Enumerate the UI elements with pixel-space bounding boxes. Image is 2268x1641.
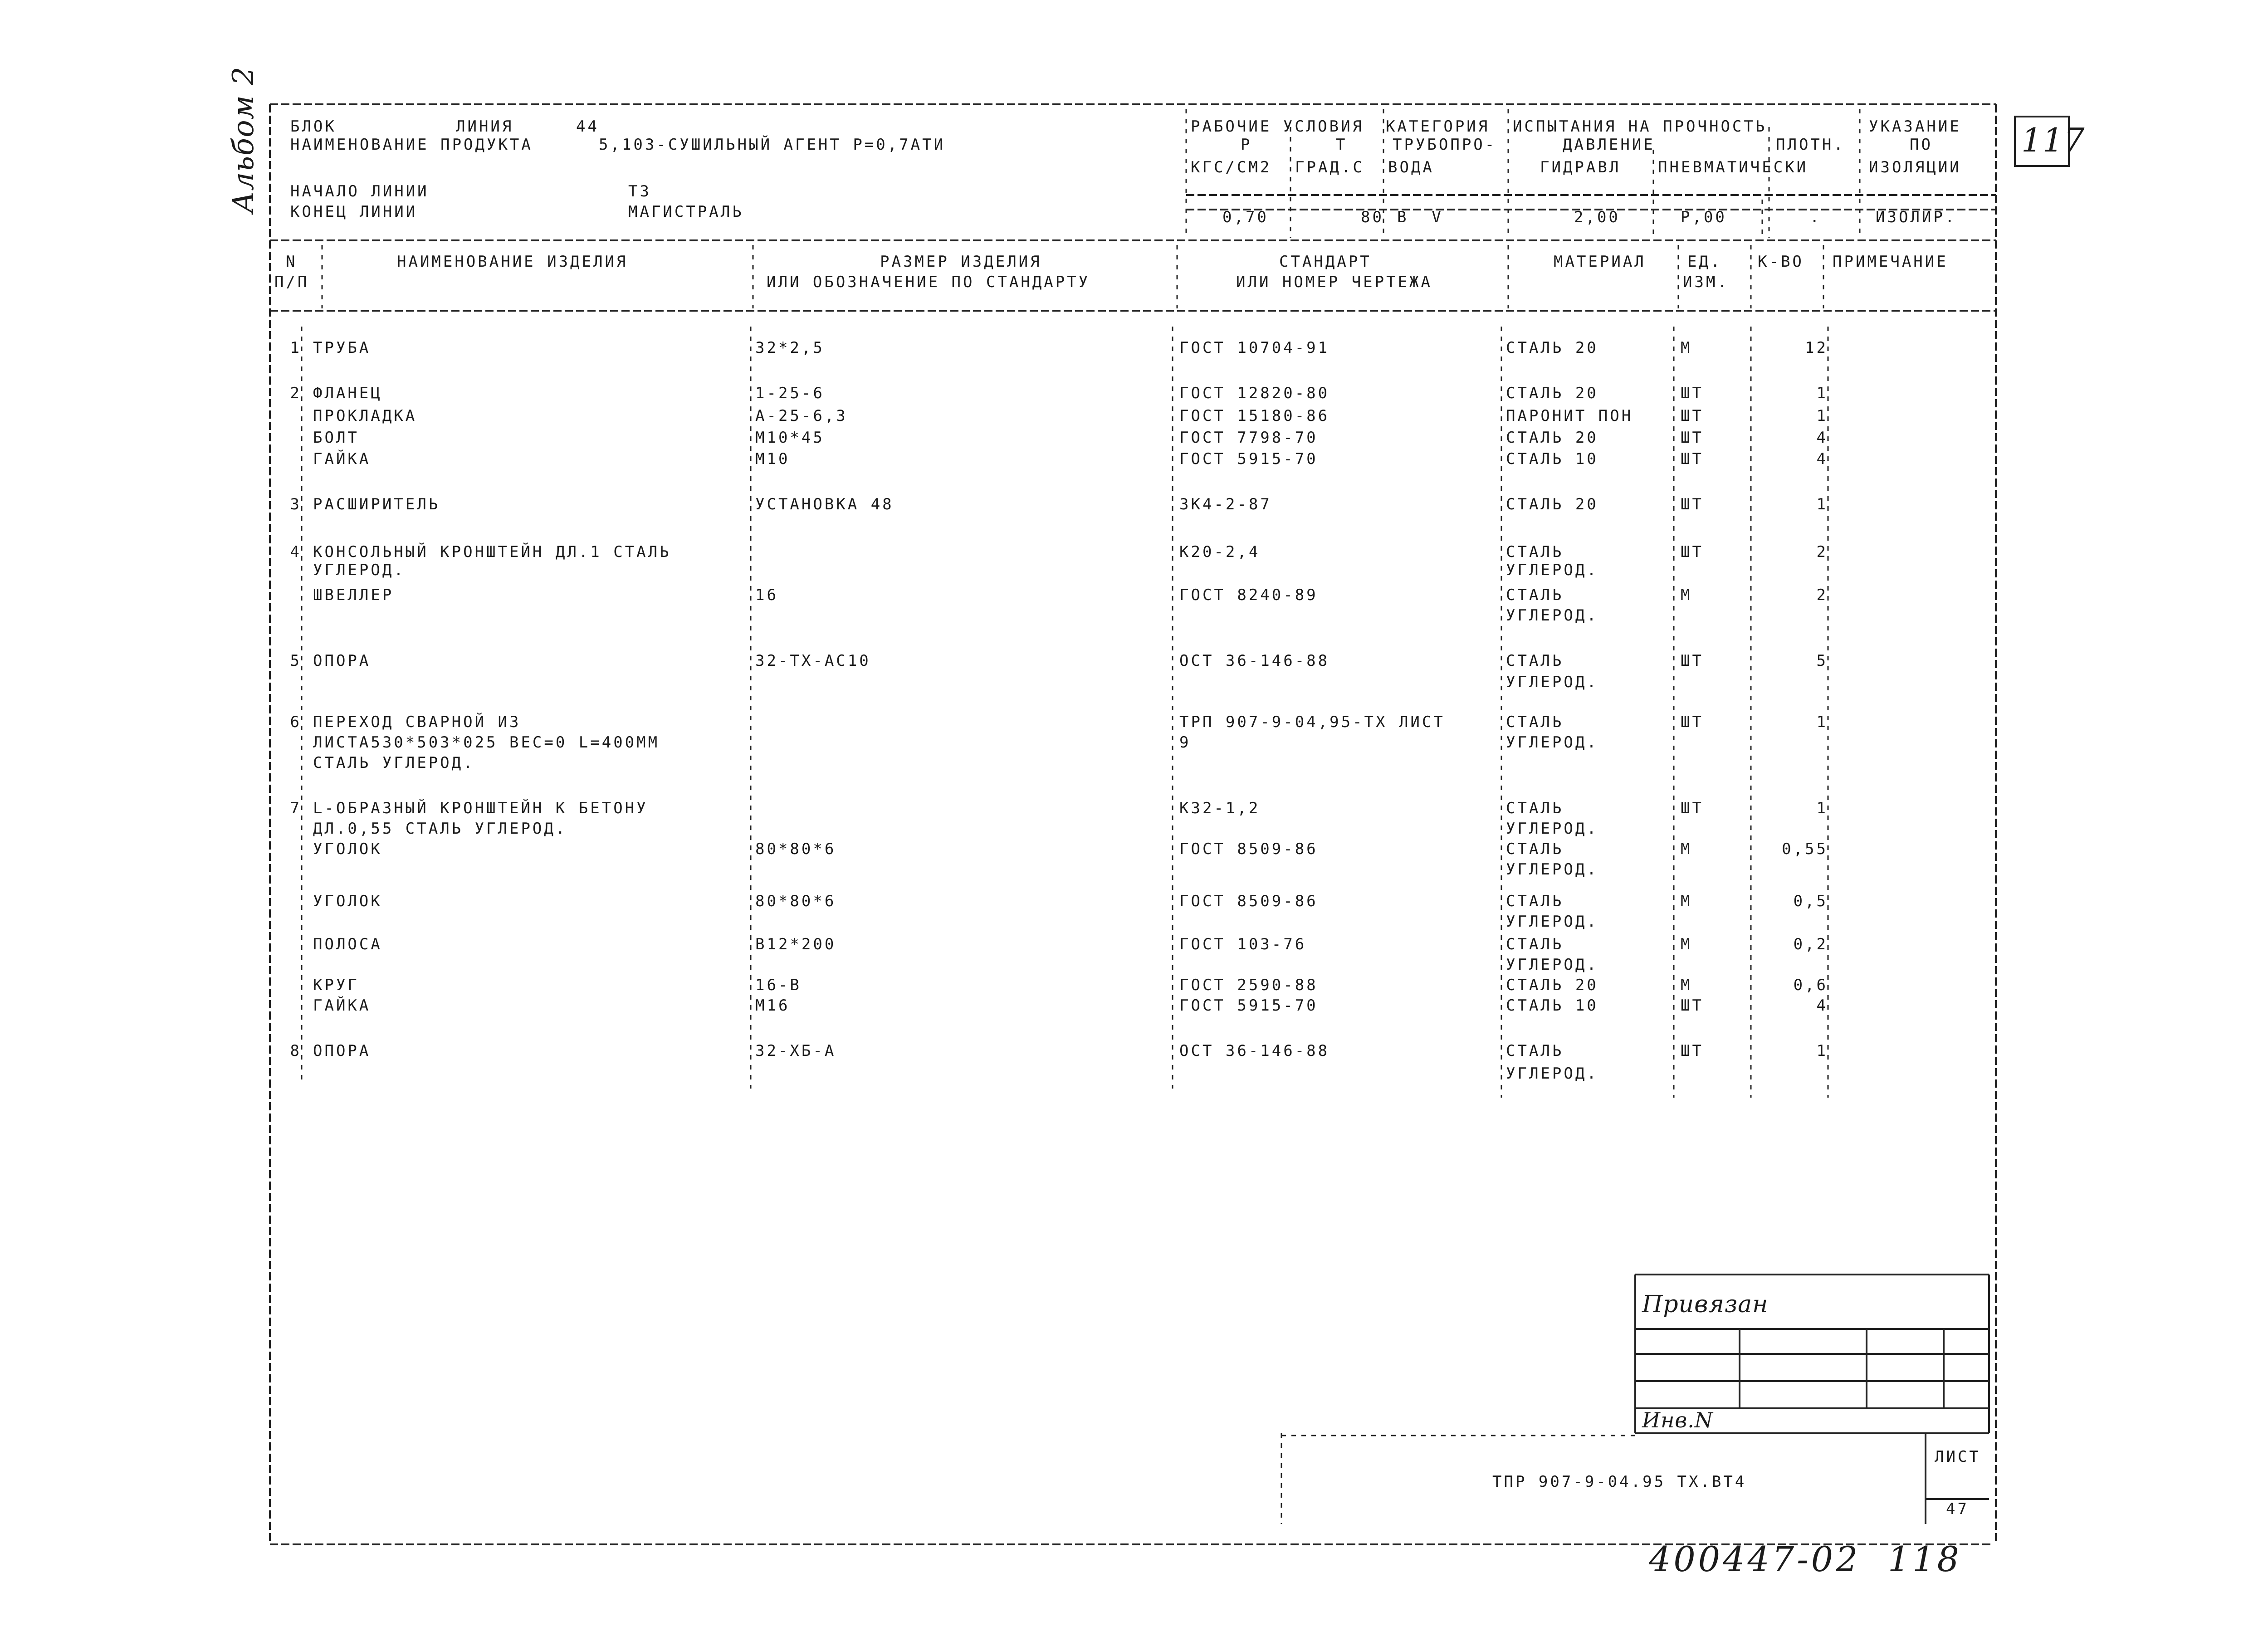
col-num-1: N: [286, 253, 298, 271]
item-name: L-ОБРАЗНЫЙ КРОНШТЕЙН К БЕТОНУ: [313, 799, 648, 817]
item-material: УГЛЕРОД.: [1506, 561, 1598, 579]
item-standard: 9: [1179, 733, 1191, 752]
item-material: СТАЛЬ 20: [1506, 429, 1598, 447]
item-material: СТАЛЬ: [1506, 935, 1564, 953]
item-name: КОНСОЛЬНЫЙ КРОНШТЕЙН ДЛ.1 СТАЛЬ: [313, 543, 671, 561]
item-size: А-25-6,3: [755, 407, 848, 425]
item-standard: ГОСТ 7798-70: [1179, 429, 1318, 447]
row-number: 5: [290, 652, 302, 670]
item-quantity: 1: [1816, 384, 1828, 402]
row-number: 6: [290, 713, 302, 731]
item-material: СТАЛЬ: [1506, 543, 1564, 561]
bound-label: Привязан: [1642, 1291, 1769, 1318]
item-material: УГЛЕРОД.: [1506, 913, 1598, 931]
item-unit: ШТ: [1681, 996, 1704, 1015]
item-size: 32-ХБ-А: [755, 1042, 836, 1060]
sheet-label: ЛИСТ: [1935, 1448, 1981, 1466]
insulation-title-3: ИЗОЛЯЦИИ: [1869, 158, 1961, 176]
temperature-label: Т: [1336, 136, 1348, 154]
item-name: СТАЛЬ УГЛЕРОД.: [313, 754, 475, 772]
margin-note: Альбом 2: [227, 66, 260, 213]
item-unit: ШТ: [1681, 799, 1704, 817]
col-standard-2: ИЛИ НОМЕР ЧЕРТЕЖА: [1236, 273, 1432, 291]
line-label: ЛИНИЯ: [456, 117, 514, 136]
item-size: 80*80*6: [755, 892, 836, 910]
item-standard: ГОСТ 8240-89: [1179, 586, 1318, 604]
pressure-subtitle: ДАВЛЕНИЕ: [1563, 136, 1655, 154]
item-size: М10: [755, 450, 790, 468]
pneumatic-value: Р,00: [1681, 208, 1727, 226]
item-quantity: 0,5: [1793, 892, 1828, 910]
item-size: 16-В: [755, 976, 802, 994]
item-quantity: 1: [1816, 407, 1828, 425]
item-material: СТАЛЬ 10: [1506, 996, 1598, 1015]
item-name: ЛИСТА530*503*025 ВЕС=0 L=400ММ: [313, 733, 660, 752]
col-note: ПРИМЕЧАНИЕ: [1833, 253, 1948, 271]
item-name: ШВЕЛЛЕР: [313, 586, 394, 604]
item-standard: ГОСТ 10704-91: [1179, 339, 1330, 357]
line-value: 44: [576, 117, 599, 136]
item-unit: М: [1681, 976, 1692, 994]
item-material: УГЛЕРОД.: [1506, 820, 1598, 838]
item-material: СТАЛЬ 10: [1506, 450, 1598, 468]
pressure-label: Р: [1241, 136, 1252, 154]
item-name: ОПОРА: [313, 1042, 371, 1060]
density-value: .: [1810, 208, 1822, 226]
item-name: РАСШИРИТЕЛЬ: [313, 495, 440, 513]
item-material: СТАЛЬ: [1506, 1042, 1564, 1060]
item-size: 32*2,5: [755, 339, 825, 357]
item-material: УГЛЕРОД.: [1506, 1065, 1598, 1083]
sheet-number: 47: [1946, 1500, 1969, 1518]
item-standard: 3К4-2-87: [1179, 495, 1272, 513]
item-size: 32-ТХ-АС10: [755, 652, 871, 670]
item-name: ГАЙКА: [313, 996, 371, 1015]
item-standard: ГОСТ 103-76: [1179, 935, 1307, 953]
item-material: СТАЛЬ: [1506, 799, 1564, 817]
item-name: ТРУБА: [313, 339, 371, 357]
insulation-value: ИЗОЛИР.: [1876, 208, 1957, 226]
item-material: СТАЛЬ: [1506, 840, 1564, 858]
item-unit: М: [1681, 586, 1692, 604]
item-material: СТАЛЬ: [1506, 586, 1564, 604]
item-name: ДЛ.0,55 СТАЛЬ УГЛЕРОД.: [313, 820, 567, 838]
item-standard: ГОСТ 15180-86: [1179, 407, 1330, 425]
line-end-value: МАГИСТРАЛЬ: [628, 203, 744, 221]
document-code: ТПР 907-9-04.95 ТХ.ВТ4: [1492, 1473, 1747, 1491]
hydraulic-value: 2,00: [1574, 208, 1620, 226]
block-label: БЛОК: [290, 117, 337, 136]
item-name: ГАЙКА: [313, 450, 371, 468]
item-material: СТАЛЬ: [1506, 713, 1564, 731]
item-name: УГОЛОК: [313, 840, 382, 858]
item-name: БОЛТ: [313, 429, 359, 447]
category-title-2: ТРУБОПРО-: [1393, 136, 1497, 154]
item-name: ФЛАНЕЦ: [313, 384, 382, 402]
temperature-unit: ГРАД.С: [1295, 158, 1364, 176]
item-material: СТАЛЬ: [1506, 892, 1564, 910]
col-standard-1: СТАНДАРТ: [1279, 253, 1372, 271]
item-unit: ШТ: [1681, 652, 1704, 670]
inventory-label: Инв.N: [1642, 1408, 1714, 1432]
item-quantity: 0,55: [1782, 840, 1828, 858]
item-quantity: 2: [1816, 586, 1828, 604]
item-material: УГЛЕРОД.: [1506, 860, 1598, 879]
item-standard: ГОСТ 2590-88: [1179, 976, 1318, 994]
item-unit: ШТ: [1681, 495, 1704, 513]
item-material: УГЛЕРОД.: [1506, 956, 1598, 974]
col-name: НАИМЕНОВАНИЕ ИЗДЕЛИЯ: [397, 253, 628, 271]
item-unit: ШТ: [1681, 543, 1704, 561]
col-material: МАТЕРИАЛ: [1554, 253, 1646, 271]
item-unit: ШТ: [1681, 713, 1704, 731]
item-unit: ШТ: [1681, 407, 1704, 425]
col-unit-1: ЕД.: [1687, 253, 1722, 271]
item-material: ПАРОНИТ ПОН: [1506, 407, 1633, 425]
col-unit-2: ИЗМ.: [1683, 273, 1729, 291]
product-label: НАИМЕНОВАНИЕ ПРОДУКТА: [290, 136, 533, 154]
item-quantity: 4: [1816, 429, 1828, 447]
temperature-value: 80: [1361, 208, 1384, 226]
item-material: СТАЛЬ: [1506, 652, 1564, 670]
item-unit: М: [1681, 840, 1692, 858]
item-size: УСТАНОВКА 48: [755, 495, 894, 513]
sheet-number-stamp: 117: [2014, 116, 2070, 167]
pressure-value: 0,70: [1222, 208, 1269, 226]
item-name: УГЛЕРОД.: [313, 561, 406, 579]
item-unit: М: [1681, 935, 1692, 953]
work-conditions-title: РАБОЧИЕ УСЛОВИЯ: [1191, 117, 1364, 136]
item-size: 16: [755, 586, 778, 604]
pneumatic-subtitle: ПНЕВМАТИЧЕСКИ: [1658, 158, 1809, 176]
item-standard: ГОСТ 8509-86: [1179, 840, 1318, 858]
item-quantity: 0,6: [1793, 976, 1828, 994]
item-material: СТАЛЬ 20: [1506, 495, 1598, 513]
category-title-3: ВОДА: [1388, 158, 1434, 176]
item-unit: ШТ: [1681, 1042, 1704, 1060]
item-quantity: 1: [1816, 713, 1828, 731]
row-number: 8: [290, 1042, 302, 1060]
item-material: УГЛЕРОД.: [1506, 606, 1598, 625]
handwritten-footer: 400447-02 118: [1649, 1539, 1962, 1579]
item-material: УГЛЕРОД.: [1506, 733, 1598, 752]
item-standard: ТРП 907-9-04,95-ТХ ЛИСТ: [1179, 713, 1445, 731]
item-quantity: 0,2: [1793, 935, 1828, 953]
item-unit: ШТ: [1681, 384, 1704, 402]
row-number: 1: [290, 339, 302, 357]
item-unit: ШТ: [1681, 450, 1704, 468]
hydraulic-subtitle: ГИДРАВЛ: [1540, 158, 1621, 176]
category-title-1: КАТЕГОРИЯ: [1386, 117, 1490, 136]
item-standard: ГОСТ 5915-70: [1179, 450, 1318, 468]
item-name: УГОЛОК: [313, 892, 382, 910]
item-name: ОПОРА: [313, 652, 371, 670]
item-material: СТАЛЬ 20: [1506, 976, 1598, 994]
item-size: М10*45: [755, 429, 825, 447]
line-start-value: Т3: [628, 182, 651, 200]
item-unit: ШТ: [1681, 429, 1704, 447]
row-number: 7: [290, 799, 302, 817]
item-size: М16: [755, 996, 790, 1015]
line-start-label: НАЧАЛО ЛИНИИ: [290, 182, 429, 200]
category-value: В V: [1397, 208, 1443, 226]
product-value: 5,103-СУШИЛЬНЫЙ АГЕНТ Р=0,7АТИ: [599, 136, 946, 154]
item-size: 1-25-6: [755, 384, 825, 402]
col-qty: К-ВО: [1758, 253, 1804, 271]
item-name: КРУГ: [313, 976, 359, 994]
item-material: СТАЛЬ 20: [1506, 339, 1598, 357]
item-material: СТАЛЬ 20: [1506, 384, 1598, 402]
item-size: В12*200: [755, 935, 836, 953]
line-end-label: КОНЕЦ ЛИНИИ: [290, 203, 418, 221]
col-size-1: РАЗМЕР ИЗДЕЛИЯ: [880, 253, 1042, 271]
item-standard: ОСТ 36-146-88: [1179, 652, 1330, 670]
pressure-unit: КГС/СМ2: [1191, 158, 1272, 176]
item-quantity: 1: [1816, 1042, 1828, 1060]
item-size: 80*80*6: [755, 840, 836, 858]
item-name: ПРОКЛАДКА: [313, 407, 417, 425]
row-number: 2: [290, 384, 302, 402]
item-unit: М: [1681, 339, 1692, 357]
item-standard: К20-2,4: [1179, 543, 1261, 561]
density-subtitle: ПЛОТН.: [1776, 136, 1845, 154]
item-name: ПОЛОСА: [313, 935, 382, 953]
item-quantity: 5: [1816, 652, 1828, 670]
item-name: ПЕРЕХОД СВАРНОЙ ИЗ: [313, 713, 521, 731]
item-standard: ОСТ 36-146-88: [1179, 1042, 1330, 1060]
insulation-title-2: ПО: [1910, 136, 1933, 154]
item-quantity: 4: [1816, 450, 1828, 468]
item-quantity: 2: [1816, 543, 1828, 561]
item-material: УГЛЕРОД.: [1506, 673, 1598, 691]
item-quantity: 1: [1816, 495, 1828, 513]
col-num-2: П/П: [274, 273, 309, 291]
item-standard: ГОСТ 5915-70: [1179, 996, 1318, 1015]
tests-title: ИСПЫТАНИЯ НА ПРОЧНОСТЬ: [1513, 117, 1767, 136]
item-quantity: 1: [1816, 799, 1828, 817]
item-quantity: 12: [1805, 339, 1828, 357]
item-standard: ГОСТ 12820-80: [1179, 384, 1330, 402]
item-standard: ГОСТ 8509-86: [1179, 892, 1318, 910]
col-size-2: ИЛИ ОБОЗНАЧЕНИЕ ПО СТАНДАРТУ: [767, 273, 1090, 291]
row-number: 3: [290, 495, 302, 513]
insulation-title-1: УКАЗАНИЕ: [1869, 117, 1961, 136]
row-number: 4: [290, 543, 302, 561]
item-unit: М: [1681, 892, 1692, 910]
item-quantity: 4: [1816, 996, 1828, 1015]
item-standard: К32-1,2: [1179, 799, 1261, 817]
